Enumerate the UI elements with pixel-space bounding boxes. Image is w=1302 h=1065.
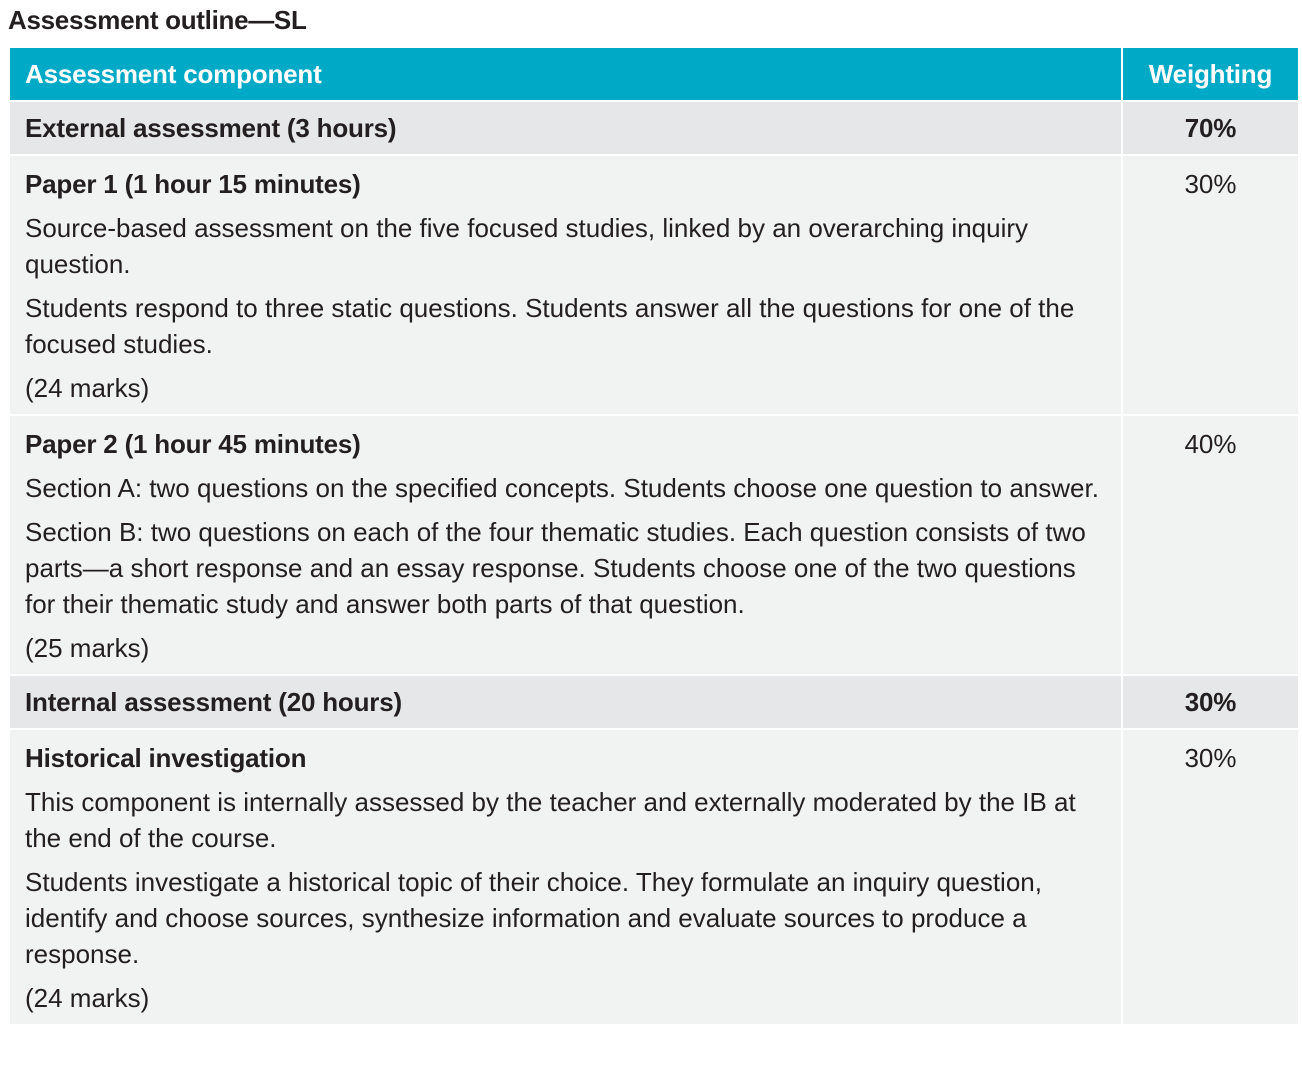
column-header-weighting: Weighting	[1122, 47, 1299, 101]
component-title-investigation: Historical investigation	[25, 743, 307, 773]
table-header-row	[9, 47, 1299, 101]
component-weighting-paper2: 40%	[1122, 415, 1299, 675]
component-row-paper1	[9, 155, 1299, 415]
component-cell-paper2	[9, 415, 1122, 675]
component-paragraph: Section A: two questions on the specified concepts. Students choose one question to answer.	[25, 473, 1099, 503]
section-weighting-external: 70%	[1122, 101, 1299, 155]
component-cell-investigation	[9, 729, 1122, 1025]
section-row-internal	[9, 675, 1299, 729]
component-paragraph: Students investigate a historical topic of their choice. They formulate an inquiry question, identify and choose sources, synthesize information and evaluate sources to produce a response.	[25, 867, 1042, 969]
page-title: Assessment outline—SL	[8, 5, 307, 35]
component-weighting-investigation: 30%	[1122, 729, 1299, 1025]
section-label-internal: Internal assessment (20 hours)	[9, 675, 1122, 729]
component-row-investigation	[9, 729, 1299, 1025]
component-marks-investigation: (24 marks)	[25, 983, 150, 1013]
section-label-external: External assessment (3 hours)	[9, 101, 1122, 155]
component-cell-paper1	[9, 155, 1122, 415]
assessment-outline-table	[8, 46, 1300, 1026]
component-title-paper1: Paper 1 (1 hour 15 minutes)	[25, 169, 361, 199]
component-marks-paper2: (25 marks)	[25, 633, 150, 663]
component-paragraph: Source-based assessment on the five focused studies, linked by an overarching inquiry question.	[25, 213, 1029, 279]
section-weighting-internal: 30%	[1122, 675, 1299, 729]
component-row-paper2	[9, 415, 1299, 675]
component-weighting-paper1: 30%	[1122, 155, 1299, 415]
column-header-component: Assessment component	[9, 47, 1122, 101]
component-marks-paper1: (24 marks)	[25, 373, 150, 403]
component-paragraph: Section B: two questions on each of the four thematic studies. Each question consists of two parts—a short response and an essay response. Students choose one of the two questions for their thematic study and answer both parts of that question.	[25, 517, 1086, 619]
section-row-external	[9, 101, 1299, 155]
component-paragraph: Students respond to three static questions. Students answer all the questions for one of the focused studies.	[25, 293, 1075, 359]
component-paragraph: This component is internally assessed by the teacher and externally moderated by the IB at the end of the course.	[25, 787, 1076, 853]
component-title-paper2: Paper 2 (1 hour 45 minutes)	[25, 429, 361, 459]
